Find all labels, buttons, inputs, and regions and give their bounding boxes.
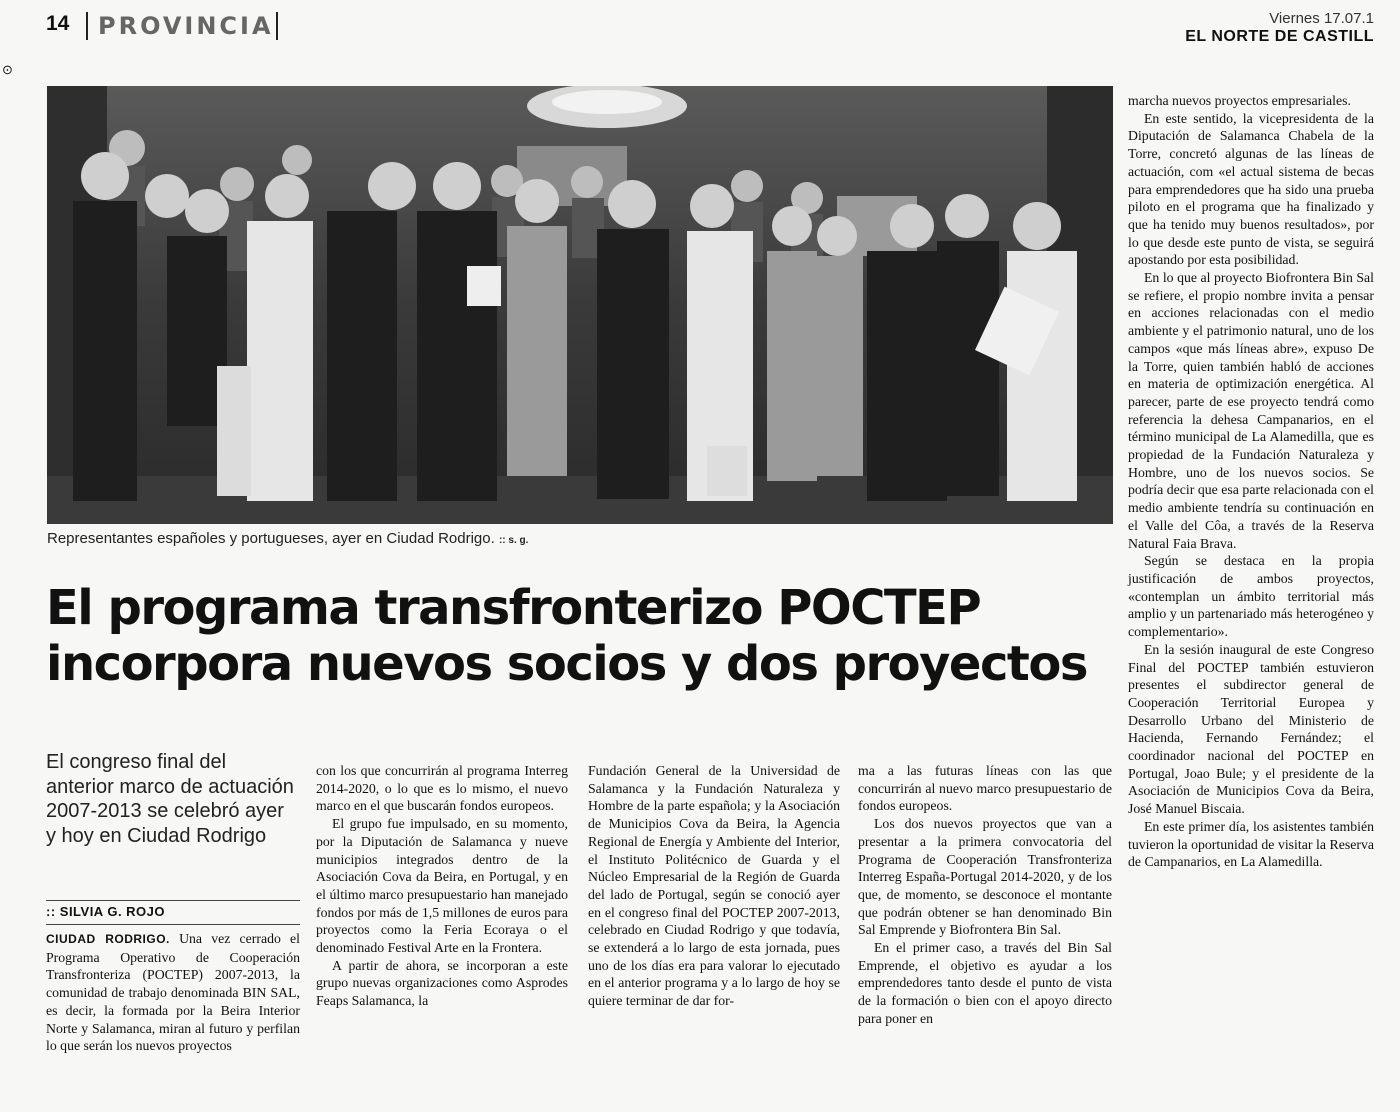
issue-date: Viernes 17.07.1: [1269, 10, 1374, 27]
page-number: 14: [46, 12, 70, 35]
paragraph: [46, 930, 300, 1055]
paragraph: El grupo fue impulsado, en su momento, por la Diputación de Salamanca y nueve municipios integrados dentro de la Asociación Cova da Beira, en Portugal, y en el último marco presupuestario han manejado fondos por más de 1,5 millones de euros para proyectos como la Feria Ecoraya o el denominado Festival Arte en la Frontera.: [316, 816, 568, 956]
paragraph: En lo que al proyecto Biofrontera Bin Sal se refiere, el propio nombre invita a pensar en acciones relacionadas con el medio ambiente y el patrimonio natural, uno de los campos «que más líneas abre», expuso De la Torre, quien también habló de acciones en materia de optimización energética. Al parecer, parte de ese proyecto tendrá como referencia la dehesa Campanarios, en el término municipal de La Alamedilla, que es propiedad de la Fundación Naturaleza y Hombre, uno de los nuevos socios. Se podría decir que esa parte relacionada con el medio ambiente tendría su continuación en el Valle del Côa, a través de la Reserva Natural Faia Brava.: [1128, 270, 1374, 551]
byline-rule: [46, 900, 300, 901]
article-deck: El congreso final del anterior marco de actuación 2007-2013 se celebró ayer y hoy en Ciudad Rodrigo: [46, 751, 294, 847]
paragraph: En este primer día, los asistentes también tuvieron la oportunidad de visitar la Reserva de Campanarios, en La Alamedilla.: [1128, 818, 1374, 870]
headline-line-1: El programa transfronterizo POCTEP: [46, 580, 981, 636]
paragraph: marcha nuevos proyectos empresariales.: [1128, 93, 1351, 108]
section-title: PROVINCIA: [98, 12, 274, 40]
article-column-3: [588, 762, 840, 1010]
paragraph: Los dos nuevos proyectos que van a presentar a la primera convocatoria del Programa de Cooperación Transfronteriza Interreg España-Portugal 2014-2020, y de los que, de momento, se desconoce el montante que podrán obtener se han denominado Bin Sal Emprende y Biofrontera Bin Sal.: [858, 816, 1112, 938]
header-divider: [276, 12, 278, 40]
paragraph: En la sesión inaugural de este Congreso Final del POCTEP también estuvieron presentes el subdirector general de Cooperación Territorial Europea y Desarrollo Urbano del Ministerio de Hacienda, Fernando Fernández; el coordinador nacional del POCTEP en Portugal, Joao Bule; y el presidente de la Asociación de Municipios Cova da Beira, José Manuel Biscaia.: [1128, 641, 1374, 817]
group-photo: [47, 86, 1113, 524]
header-divider: [86, 12, 88, 40]
newspaper-name: EL NORTE DE CASTILL: [1185, 28, 1374, 45]
article-column-1: [46, 930, 300, 1055]
byline-rule: [46, 924, 300, 925]
paragraph: ma a las futuras líneas con las que concurrirán al nuevo marco presupuestario de fondos europeos.: [858, 763, 1112, 814]
scan-mark-icon: ⊙: [2, 62, 13, 77]
paragraph-text: Una vez cerrado el Programa Operativo de Cooperación Transfronteriza (POCTEP) 2007-2013, la comunidad de trabajo denominada BIN SAL, es decir, la formada por la Beira Interior Norte y Salamanca, miran al futuro y perfilan lo que serán los nuevos proyectos: [46, 931, 301, 1054]
article-column-2: [316, 762, 568, 1010]
paragraph: Fundación General de la Universidad de Salamanca y la Fundación Naturaleza y Hombre de la parte española; y la Asociación de Municipios Cova da Beira, la Agencia Regional de Energía y Ambiente del Interior, el Instituto Politécnico de Guarda y el Núcleo Empresarial de la Región de Guarda del lado de Portugal, según se conoció ayer en el congreso final del POCTEP 2007-2013, celebrado en Ciudad Rodrigo y que todavía, se extenderá a lo largo de esta jornada, pues uno de los días era para valorar lo ejecutado en el anterior programa y a lo largo de hoy se quiere terminar de dar for-: [588, 763, 840, 1009]
headline-line-2: incorpora nuevos socios y dos proyectos: [46, 636, 1087, 692]
paragraph: con los que concurrirán al programa Interreg 2014-2020, o lo que es lo mismo, el nuevo marco en el que buscarán fondos europeos.: [316, 763, 568, 814]
article-headline: [46, 580, 1126, 692]
article-column-4: [858, 762, 1112, 1028]
paragraph: Según se destaca en la propia justificación de ambos proyectos, «contemplan un ámbito territorial más amplio y un partenariado más heterogéneo y complementario».: [1128, 553, 1374, 640]
photo-credit: :: s. g.: [498, 535, 529, 546]
article-dateline: CIUDAD RODRIGO.: [46, 932, 170, 946]
caption-text: Representantes españoles y portugueses, ayer en Ciudad Rodrigo.: [47, 530, 495, 547]
paragraph: En este sentido, la vicepresidenta de la Diputación de Salamanca Chabela de la Torre, concretó algunas de las líneas de actuación, com «el actual sistema de becas para emprendedores que ha sido una prueba piloto en el programa que ha finalizado y que ha tenido muy buenos resultados», por lo que desde este punto de vista, se seguirá apostando por esta posibilidad.: [1128, 110, 1374, 268]
article-byline: :: SILVIA G. ROJO: [46, 904, 166, 919]
paragraph: En el primer caso, a través del Bin Sal Emprende, el objetivo es ayudar a los emprendedores tanto desde el punto de vista de la formación o bien con el apoyo directo para poner en: [858, 940, 1112, 1026]
paragraph: A partir de ahora, se incorporan a este grupo nuevas organizaciones como Asprodes Feaps Salamanca, la: [316, 957, 568, 1009]
article-column-5: [1128, 92, 1374, 871]
photo-caption: [47, 530, 528, 547]
